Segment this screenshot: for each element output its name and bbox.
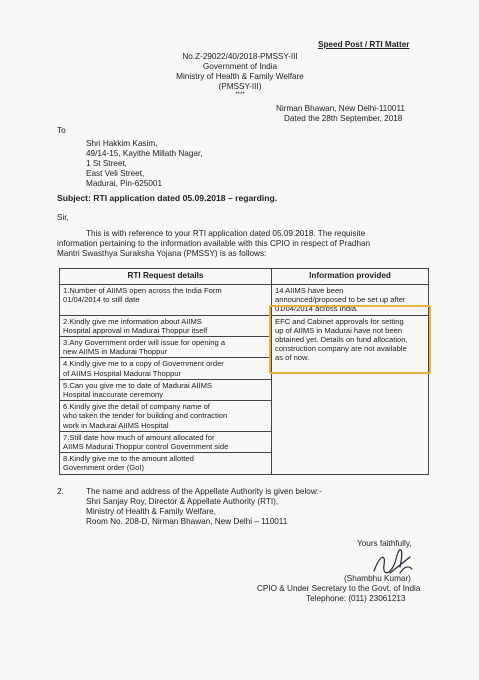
address-line: 49/14-15, Kayithe Millath Nagar,: [86, 149, 203, 158]
request-text: 6.Kindly give the detail of company name of: [63, 402, 210, 412]
request-text: Hospital inaccurate ceremony: [63, 390, 164, 400]
body-line: information pertaining to the information available with this CPIO in respect of Pradhan: [57, 239, 371, 248]
appellate-line: Ministry of Health & Family Welfare,: [86, 507, 216, 516]
address-line: Madurai, Pin-625001: [86, 179, 163, 188]
signatory-name: (Shambhu Kumar): [344, 574, 411, 583]
request-text: 7.Still date how much of amount allocated for: [63, 432, 215, 442]
paragraph-number: 2.: [57, 487, 64, 496]
request-cell: [60, 285, 272, 316]
request-text: work in Madurai AIIMS Hospital: [63, 420, 169, 430]
letter-header: [140, 52, 340, 99]
speed-post-label: Speed Post / RTI Matter: [318, 40, 410, 49]
appellate-line: The name and address of the Appellate Authority is given below:-: [86, 487, 322, 496]
request-text: 8.Kindly give me to the amount allotted: [63, 454, 194, 464]
request-cell: [60, 401, 272, 432]
address-line: Shri Hakkim Kasim,: [86, 139, 158, 148]
body-line: Mantri Swasthya Suraksha Yojana (PMSSY) is as follows:: [57, 249, 267, 258]
request-text: of AIIMS Hospital Madurai Thoppur: [63, 368, 182, 378]
request-cell: [60, 315, 272, 336]
request-text: new AIIMS in Madurai Thoppur: [63, 347, 168, 357]
request-text: AIIMS Madurai Thoppur control Government side: [63, 442, 229, 452]
closing: Yours faithfully,: [357, 539, 412, 548]
request-text: 5.Can you give me to date of Madurai AIIMS: [63, 380, 213, 390]
answer-text: 01/04/2014 across India.: [275, 304, 359, 314]
request-text: 01/04/2014 to still date: [63, 295, 140, 305]
answer-text: up of AIIMS in Madurai have not been: [275, 325, 403, 335]
table-header-request: RTI Request details: [60, 269, 272, 285]
answer-text: EFC and Cabinet approvals for setting: [275, 316, 404, 326]
request-text: 4.Kindly give me to a copy of Government order: [63, 359, 224, 369]
table-header-info: Information provided: [272, 269, 429, 285]
date: Dated the 28th September, 2018: [284, 114, 403, 123]
answer-text: construction company are not available: [275, 344, 407, 354]
appellate-line: Shri Sanjay Roy, Director & Appellate Authority (RTI),: [86, 497, 279, 506]
request-cell: [60, 379, 272, 400]
request-text: Hospital approval in Madurai Thoppur itself: [63, 325, 208, 335]
request-cell: [60, 431, 272, 452]
request-text: who taken the tender for building and contraction: [63, 411, 228, 421]
header-government: Government of India: [202, 62, 278, 71]
subject-line: Subject: RTI application dated 05.09.2018 – regarding.: [57, 193, 278, 203]
answer-text: obtained yet. Details on fund allocation,: [275, 335, 408, 345]
request-text: 2.Kindly give me information about AIIMS: [63, 316, 202, 326]
request-cell: [60, 358, 272, 379]
answer-text: as of now.: [275, 353, 310, 363]
appellate-line: Room No. 208-D, Nirman Bhawan, New Delhi – 110011: [86, 517, 288, 526]
signatory-phone: Telephone: (011) 23061213: [306, 594, 406, 603]
address-line: East Veli Street,: [86, 169, 145, 178]
request-text: Government order (GoI): [63, 463, 145, 473]
header-ministry: Ministry of Health & Family Welfare: [176, 72, 304, 81]
answer-text: announced/proposed to be set up after: [275, 295, 406, 305]
to-label: To: [57, 126, 66, 135]
answer-text: 14 AIIMS have been: [275, 286, 344, 295]
reference-number: No.Z-29022/40/2018-PMSSY-III: [182, 52, 298, 61]
signatory-designation: CPIO & Under Secretary to the Govt. of India: [257, 584, 421, 593]
request-text: 1.Number of AIIMS open across the India Form: [63, 286, 222, 295]
highlight-box: [269, 305, 431, 374]
place: Nirman Bhawan, New Delhi-110011: [276, 104, 405, 113]
table-header-row: [60, 269, 429, 285]
salutation: Sir,: [57, 213, 69, 222]
address-line: 1 St Street,: [86, 159, 127, 168]
body-line: This is with reference to your RTI application dated 05.09.2018. The requisite: [86, 229, 366, 238]
request-cell: [60, 453, 272, 474]
request-text: 3.Any Government order will issue for opening a: [63, 338, 226, 348]
header-department: (PMSSY-III): [218, 82, 262, 91]
header-stars: ****: [235, 92, 245, 98]
request-cell: [60, 337, 272, 358]
